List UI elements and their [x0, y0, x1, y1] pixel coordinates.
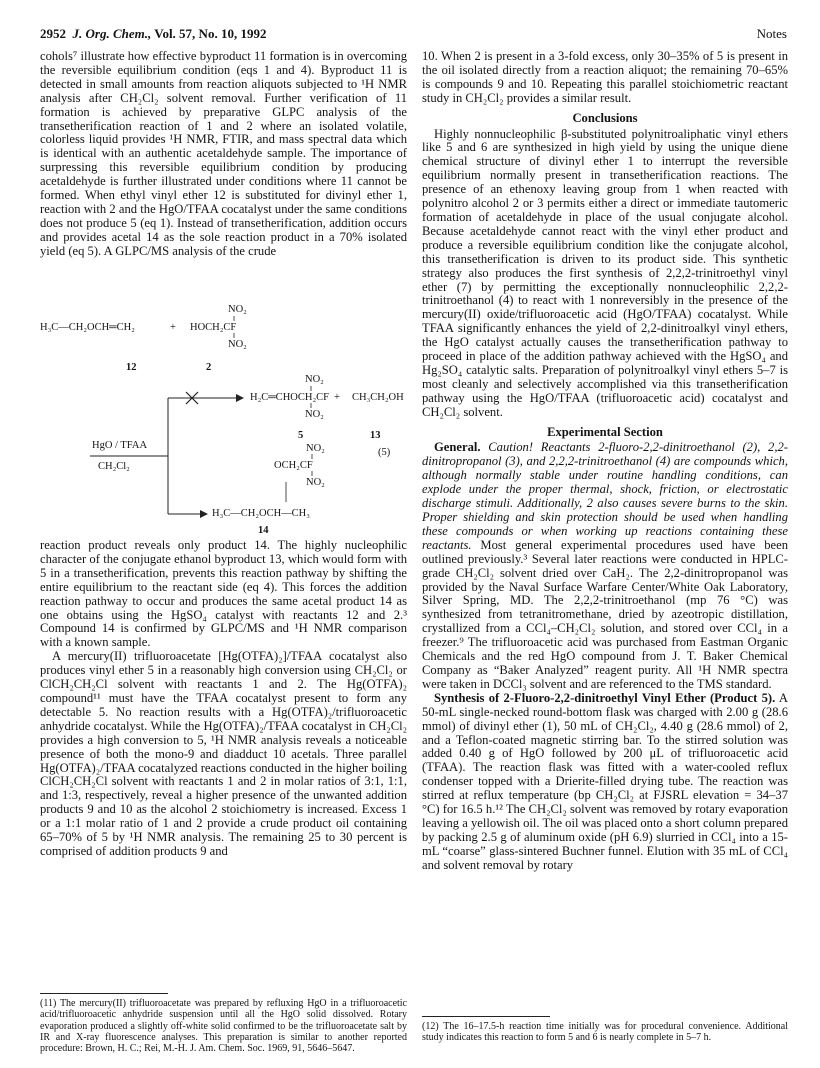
synthesis-text: A 50-mL single-necked round-bottom flask was charged with 2.00 g (28.6 mmol) of divinyl ether (1), 50 mL of CH₂Cl₂, 4.40 g (28.6 mmol) of 2, and a Teflon-coated magnetic stirring bar. To the stirred solution was added 0.40 g of HgO followed by 200 μL of trifluoroacetic acid (TFAA). The reaction flask was fitted with a water-cooled reflux condenser topped with a Drierite-filled drying tube. The reaction was stirred at reflux temperature (bp CH₂Cl₂ at FJSRL elevation = 34–37 °C) for 16.5 h.¹² The CH₂Cl₂ solvent was removed by rotary evaporation leaving a yellowish oil. The oil was placed onto a short column prepared by packing 2.5 g of aluminum oxide (pH 6.9) slurried in CCl₄ into a 15-mL “coarse” glass-sintered Buchner funnel. Elution with 35 mL of CCl₄ and solvent removal by rotary	[422, 690, 788, 872]
no2-label: NO₂	[228, 304, 247, 315]
catalyst-label: HgO / TFAA	[92, 440, 148, 451]
compound-number-2: 2	[206, 362, 212, 373]
plus-sign: +	[334, 392, 340, 403]
conclusions-paragraph: Highly nonnucleophilic β-substituted polynitroaliphatic vinyl ethers like 5 and 6 are synthesized in high yield by using the unique diene chemical structure of divinyl ether 1 to interrupt the reversible equilibrium normally present in transetherification reactions. The presence of an ethenoxy leaving group from 1 when reacted with polynitro alcohol 2 or 3 permits either a direct or immediate tautomeric formation of acetaldehyde in place of the usual conjugate alcohol. Because acetaldehyde cannot react with the vinyl ether product and produce a reversible equilibrium condition like the conjugate alcohol, this transetherification is driven to its product side. This synthetic strategy also produces the first synthesis of 2,2,2-trinitroethyl vinyl ether (7) by permitting the exceptionally nonnucleophilic 2,2,2-trinitroethanol (4) to react with 1 nonreversibly in the presence of the mercury(II) oxide/trifluoroacetic acid (HgO/TFAA) cocatalyst. While TFAA significantly enhances the yield of 2,2-dinitroalkyl vinyl ethers, the HgO catalyst actually causes the transetherification pathway to proceed in place of the addition pathway achieved with the HgSO₄ and Hg₂SO₄ catalytic salts. Preparation of polynitroalkyl vinyl ethers 5–7 is most cleanly and selectively accomplished via this transetherification pathway using the HgO/TFAA (trifluoroacetic acid) cocatalyst and CH₂Cl₂ solvent.	[422, 126, 788, 419]
synthesis-heading: Synthesis of 2-Fluoro-2,2-dinitroethyl Vinyl Ether (Product 5).	[434, 690, 776, 705]
footnote-rule-right	[422, 1016, 550, 1017]
acetal-14-formula: H₃C—CH₂OCH—CH₃	[212, 508, 310, 519]
vinyl-ether-5-formula: H₂C═CHOCH₂CF	[250, 392, 329, 403]
solvent-label: CH₂Cl₂	[98, 461, 130, 472]
general-paragraph	[422, 441, 788, 691]
no2-label: NO₂	[306, 477, 325, 488]
ethyl-vinyl-ether-formula: H₃C—CH₂OCH═CH₂	[40, 322, 135, 333]
experimental-heading: Experimental Section	[547, 424, 663, 439]
compound-number-5: 5	[298, 430, 304, 441]
fluorodinitroethanol-formula: HOCH₂CF	[190, 322, 237, 333]
left-paragraph-3: A mercury(II) trifluoroacetate [Hg(OTFA)₂]/TFAA cocatalyst also produces vinyl ether 5 in a reasonably high conversion using CH₂Cl₂ or ClCH₂CH₂Cl solvent with reactants 1 and 2. The Hg(OTFA)₂ compound¹¹ must have the TFAA cocatalyst present to form any detectable 5. No reaction results with a Hg(OTFA)₂/trifluoroacetic anhydride cocatalyst. While the Hg(OTFA)₂/TFAA cocatalyst in CH₂Cl₂ provides a high conversion to 5, ¹H NMR analysis reveals a noticeable presence of both the mono-9 and diadduct 10 acetals. Three parallel Hg(OTFA)₂/TFAA cocatalyzed reactions conducted in the higher boiling ClCH₂CH₂Cl solvent with reactants 1 and 2 in molar ratios of 3:1, 1:1, and 1:3, respectively, reveal a higher presence of the unwanted addition products 9 and 10 as the alcohol 2 stoichiometry is increased. Excess 1 or a 1:1 molar ratio of 1 and 2 provide a crude product oil containing 65–70% of 5 by ¹H NMR analysis. The remaining 25 to 30 percent is comprised of addition products 9 and	[40, 649, 407, 858]
volume-info: Vol. 57, No. 10, 1992	[154, 26, 267, 41]
right-column	[422, 50, 788, 873]
no2-label: NO₂	[228, 339, 247, 350]
acetal-side-chain: OCH₂CF	[274, 460, 313, 471]
synthesis-paragraph	[422, 692, 788, 873]
journal-name: J. Org. Chem.,	[72, 26, 152, 41]
page-number: 2952	[40, 26, 66, 41]
ethanol-formula: CH₃CH₂OH	[352, 392, 404, 403]
compound-number-13: 13	[370, 430, 381, 441]
compound-number-12: 12	[126, 362, 137, 373]
transetherification-arrowhead	[236, 394, 244, 402]
footnote-rule-left	[40, 993, 168, 994]
left-paragraph-2: reaction product reveals only product 14. The highly nucleophilic character of the conjugate ethanol byproduct 13, which would form with 5 in a transetherification, prevents this reaction pathway by shifting the entire equilibrium to the reactant side (eq 4). This forces the addition reaction pathway to occur and produces the same acetal product 14 as one obtains using the HgSO₄ catalyst with reactants 12 and 2.³ Compound 14 is confirmed by GLPC/MS and ¹H NMR comparison with a known sample.	[40, 538, 407, 650]
no2-label: NO₂	[305, 374, 324, 385]
footnote-11: (11) The mercury(II) trifluoroacetate was prepared by refluxing HgO in a trifluoroacetic acid/trifluoroacetic anhydride suspension until all the HgO solid dissolved. Rotary evaporation produced a slightly off-white solid confirmed to be the trifluoroacetate salt by IR and X-ray fluorescence analyses. This preparation is similar to another reported procedure: Brown, H. C.; Rei, M.-H. J. Am. Chem. Soc. 1969, 91, 5646–5647.	[40, 998, 407, 1055]
header-citation	[40, 26, 266, 42]
scheme-lines	[40, 304, 407, 536]
left-paragraph-1: cohols⁷ illustrate how effective byproduct 11 formation is in overcoming the reversible equilibrium condition (eqs 1 and 4). Byproduct 11 is detected in small amounts from reaction aliquots subjected to ¹H NMR analysis after CH₂Cl₂ solvent removal. Further verification of 11 formation is achieved by preparative GLPC analysis of the transetherification reaction of 1 and 2 where an isolated volatile, colorless liquid provides ¹H NMR, FTIR, and mass spectral data which is identical with an authentic acetaldehyde sample. The importance of surpressing this reversible equilibrium condition by producing acetaldehyde is further illustrated under conditions where 11 cannot be formed. When ethyl vinyl ether 12 is substituted for divinyl ether 1, reaction with 2 and the HgO/TFAA cocatalyst under the same conditions does not produce 5 (eq 1). Instead of transetherification, addition occurs and provides acetal 14 as the sole reaction product in a 70% isolated yield (eq 5). A GLPC/MS analysis of the crude	[40, 49, 407, 258]
conclusions-heading: Conclusions	[572, 110, 638, 125]
section-label: Notes	[756, 26, 787, 41]
general-lead: General.	[434, 440, 481, 455]
no2-label: NO₂	[306, 443, 325, 454]
compound-number-14: 14	[258, 525, 269, 536]
safety-caution: Caution! Reactants 2-fluoro-2,2-dinitroethanol (2), 2,2-dinitropropanol (3), and 2,2,2-trinitroethanol (4) are compounds which, although normally stable under routine handling conditions, can explode under the proper thermal, shock, friction, or electrostatic discharge stimuli. Additionally, 2 also causes severe burns to the skin. Proper shielding and skin protection should be used when handling these compounds or when working up reactions containing these reactants.	[422, 440, 788, 552]
right-paragraph-1: 10. When 2 is present in a 3-fold excess, only 30–35% of 5 is present in the oil isolated directly from a reaction aliquot; the remaining 70–65% is compounds 9 and 10. Repeating this parallel stoichiometric reactant study in CH₂Cl₂ provides a similar result.	[422, 49, 788, 105]
general-text: Most general experimental procedures used have been outlined previously.³ Several later reactions were conducted in HPLC-grade CH₂Cl₂ solvent dried over CaH₂. The 2,2-dinitropropanol was provided by the Naval Surface Warfare Center/White Oak Laboratory, Silver Spring, MD. The 2,2,2-trinitroethanol (mp 76 °C) was synthesized from tetranitromethane, dried by azeotropic distillation, crystallized from a CCl₄–CH₂Cl₂ solution, and stored over CCl₄ in a freezer.⁹ The trifluoroacetic acid was purchased from Eastman Organic Chemicals and the red HgO compound from J. T. Baker Chemical Company as “Baker Analyzed” reagent purity. All ¹H NMR spectra were taken in DCCl₃ solvent and are referenced to the TMS standard.	[422, 537, 788, 691]
footnote-12: (12) The 16–17.5-h reaction time initially was for procedural convenience. Additional study indicates this reaction to form 5 and 6 is nearly complete in 5–7 h.	[422, 1021, 788, 1044]
left-column	[40, 50, 407, 259]
reaction-scheme-eq5	[40, 304, 407, 536]
equation-number: (5)	[378, 447, 391, 458]
plus-sign: +	[170, 322, 176, 333]
addition-arrowhead	[200, 510, 208, 518]
running-header	[40, 26, 787, 42]
left-column-lower	[40, 539, 407, 859]
no2-label: NO₂	[305, 409, 324, 420]
